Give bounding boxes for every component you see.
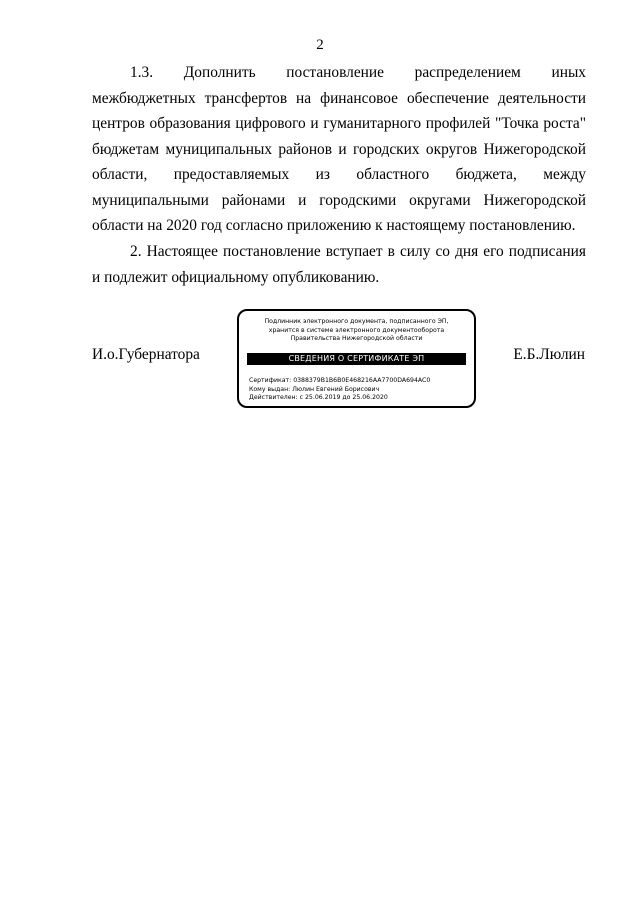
paragraph-2 (92, 239, 586, 290)
certificate-label: Сертификат: (249, 377, 292, 384)
stamp-header (243, 318, 470, 344)
paragraph-1-3 (92, 60, 586, 239)
certificate-value: 0388379B1B6B0E468216AA7700DA694AC0 (293, 377, 431, 384)
page-number: 2 (316, 37, 324, 53)
issued-to-row (249, 386, 468, 395)
electronic-signature-stamp (237, 309, 476, 408)
paragraph-text: 2. Настоящее постановление вступает в силу со дня его подписания и подлежит официальному опубликованию. (92, 243, 586, 286)
valid-label: Действителен: (249, 394, 298, 401)
stamp-header-line: хранится в системе электронного документооборота (268, 326, 445, 334)
paragraph-text: 1.3. Дополнить постановление распределением иных межбюджетных трансфертов на финансовое обеспечение деятельности центров образования цифрового и гуманитарного профилей "Точка роста" бюджетам муниципальных районов и городских округов Нижегородской области, предоставляемых из областного бюджета, между муниципальными районами и городскими округами Нижегородской области на 2020 год согласно приложению к настоящему постановлению. (92, 64, 586, 234)
valid-row (249, 394, 468, 403)
signatory-name: Е.Б.Люлин (513, 346, 585, 363)
signatory-position: И.о.Губернатора (92, 346, 200, 363)
issued-to-label: Кому выдан: (249, 385, 291, 393)
stamp-details (249, 377, 468, 403)
stamp-title: СВЕДЕНИЯ О СЕРТИФИКАТЕ ЭП (247, 353, 466, 365)
stamp-header-line: Правительства Нижегородской области (290, 335, 423, 342)
certificate-row (249, 377, 468, 386)
stamp-header-line: Подлинник электронного документа, подписанного ЭП, (264, 318, 449, 325)
valid-value: с 25.06.2019 до 25.06.2020 (299, 394, 388, 401)
issued-to-value: Люлин Евгений Борисович (292, 385, 380, 393)
